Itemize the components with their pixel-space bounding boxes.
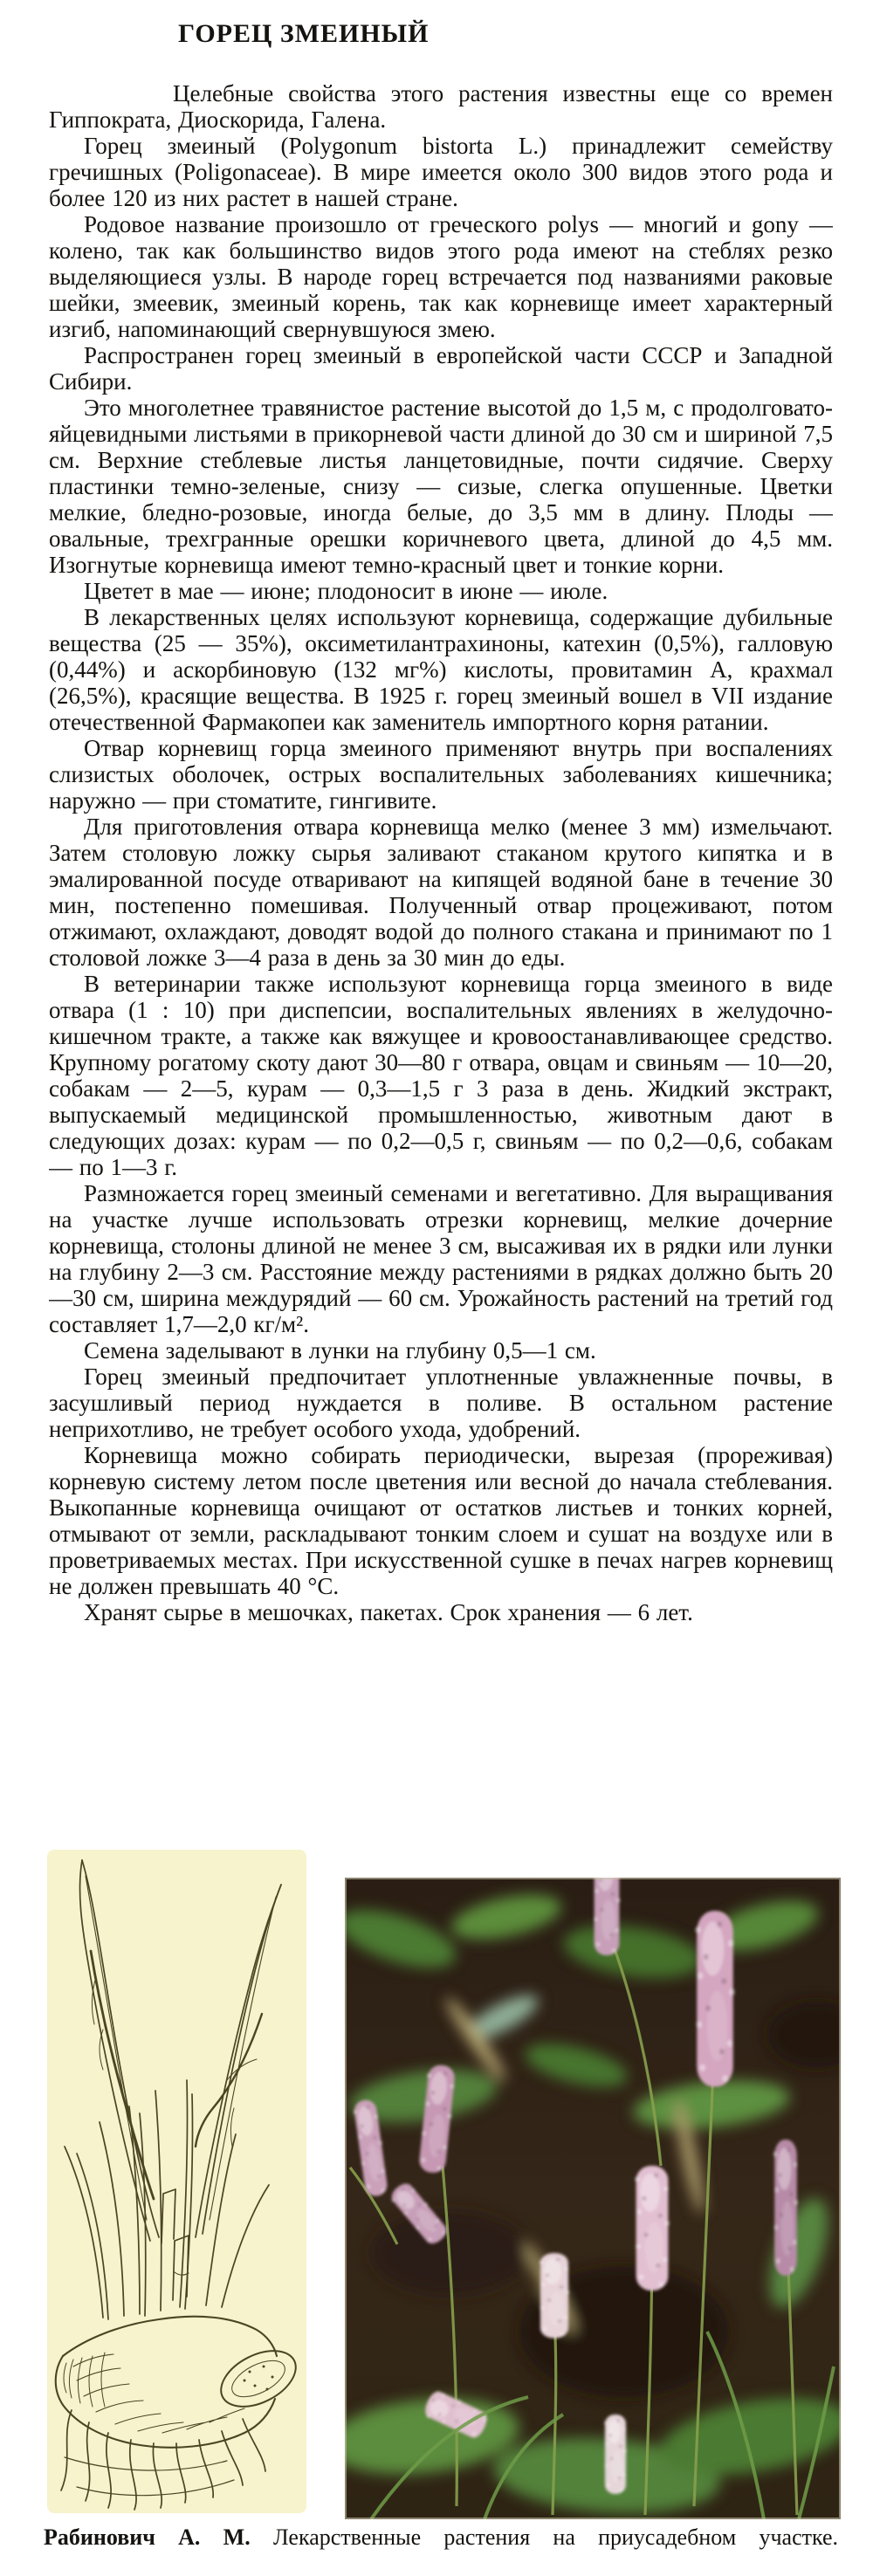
botanical-drawing-figure [47, 1846, 306, 2515]
figures-row [47, 1846, 842, 2520]
paragraph: В лекарственных целях используют корневища, содержащие дубильные вещества (25 — 35%), оксиметилантрахиноны, катехин (0,5%), галловую (0,44%) и аскорбиновую (132 мг%) кислоты, провитамин А, крахмал (26,5%), красящие вещества. В 1925 г. горец змеиный вошел в VII издание отечественной Фармакопеи как заменитель импортного корня ратании. [49, 604, 833, 735]
paragraph: Отвар корневищ горца змеиного применяют внутрь при воспалениях слизистых оболочек, острых воспалительных заболеваниях кишечника; наружно — при стоматите, гингивите. [49, 735, 833, 814]
paragraph: Родовое название произошло от греческого polys — многий и gony — колено, так как большинство видов этого рода имеют на стеблях резко выделяющиеся узлы. В народе горец встречается под названиями раковые шейки, змеевик, змеиный корень, так как корневище имеет характерный изгиб, напоминающий свернувшуюся змею. [49, 211, 833, 342]
paragraph: Семена заделывают в лунки на глубину 0,5—1 см. [84, 1337, 596, 1364]
article-body [49, 80, 833, 1625]
paragraph: Хранят сырье в мешочках, пакетах. Срок хранения — 6 лет. [84, 1599, 693, 1625]
paragraph: В ветеринарии также используют корневища горца змеиного в виде отвара (1 : 10) при диспепсии, воспалительных явлениях в желудочно-кишечном тракте, а также как вяжущее и кровоостанавливающее средство. Крупному рогатому скоту дают 30—80 г отвара, овцам и свиньям — 10—20, собакам — 2—5, курам — 0,3—1,5 г 3 раза в день. Жидкий экстракт, выпускаемый медицинской промышленностью, животным дают в следующих дозах: курам — по 0,2—0,5 г, свиньям — по 0,2—0,6, собакам — по 1—3 г. [49, 971, 833, 1180]
paragraph: Это многолетнее травянистое растение высотой до 1,5 м, с продолговато-яйцевидными листьями в прикорневой части длиной до 30 см и шириной 7,5 см. Верхние стеблевые листья ланцетовидные, почти сидячие. Сверху пластинки темно-зеленые, снизу — сизые, слегка опушенные. Цветки мелкие, бледно-розовые, иногда белые, до 3,5 мм в длину. Плоды — овальные, трехгранные орешки коричневого цвета, длиной до 4,5 мм. Изогнутые корневища имеют темно-красный цвет и тонкие корни. [49, 395, 833, 578]
plant-photo-figure [345, 1878, 841, 2519]
paragraph: Цветет в мае — июне; плодоносит в июне — июле. [84, 578, 608, 604]
paragraph: Корневища можно собирать периодически, вырезая (прореживая) корневую систему летом после цветения или весной до начала стеблевания. Выкопанные корневища очищают от остатков листьев и тонких корней, отмывают от земли, раскладывают тонким слоем и сушат на воздухе или в проветриваемых местах. При искусственной сушке в печах нагрев корневищ не должен превышать 40 °С. [49, 1442, 833, 1599]
paragraph: Горец змеиный (Polygonum bistorta L.) принадлежит семейству гречишных (Poligonaceae). В мире имеется около 300 видов этого рода и более 120 из них растет в нашей стране. [49, 133, 833, 211]
figure-caption [44, 2523, 838, 2552]
paragraph: Размножается горец змеиный семенами и вегетативно. Для выращивания на участке лучше использовать отрезки корневищ, мелкие дочерние корневища, столоны длиной не менее 3 см, высаживая их в рядки или лунки на глубину 2—3 см. Расстояние между растениями в рядках должно быть 20—30 см, ширина междурядий — 60 см. Урожайность растений на третий год составляет 1,7—2,0 кг/м². [49, 1180, 833, 1337]
paragraph: Целебные свойства этого растения известны еще со времен Гиппократа, Диоскорида, Галена. [49, 80, 833, 133]
paragraph: Для приготовления отвара корневища мелко (менее 3 мм) измельчают. Затем столовую ложку сырья заливают стаканом крутого кипятка и в эмалированной посуде отваривают на кипящей водяной бане в течение 30 мин, постепенно помешивая. Полученный отвар процеживают, потом отжимают, охлаждают, доводят водой до полного стакана и принимают по 1 столовой ложке 3—4 раза в день за 30 мин до еды. [49, 814, 833, 971]
paragraph: Распространен горец змеиный в европейской части СССР и Западной Сибири. [49, 342, 833, 395]
caption-title: Лекарственные растения на приусадебном участке. [272, 2524, 838, 2550]
caption-author: Рабинович А. М. [44, 2524, 251, 2550]
paragraph: Горец змеиный предпочитает уплотненные увлажненные почвы, в засушливый период нуждается в поливе. В остальном растение неприхотливо, не требует особого ухода, удобрений. [49, 1364, 833, 1442]
page-title: ГОРЕЦ ЗМЕИНЫЙ [178, 19, 430, 48]
